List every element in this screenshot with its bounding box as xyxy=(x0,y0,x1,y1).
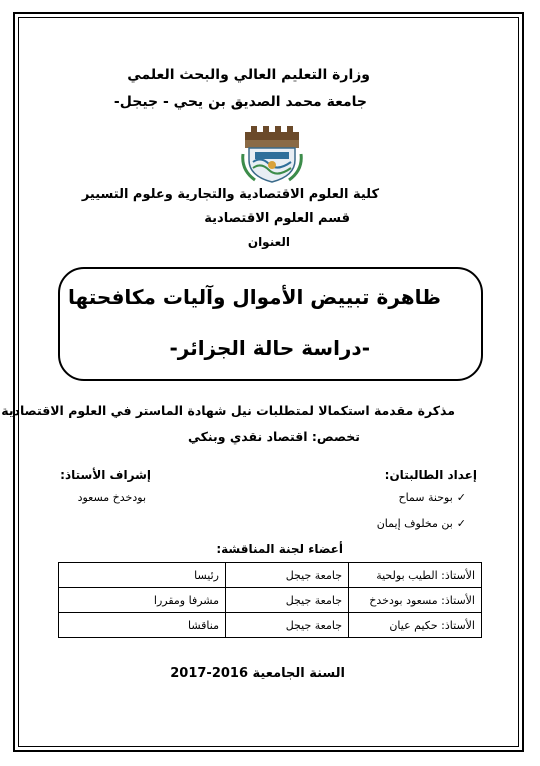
table-row xyxy=(59,588,482,613)
member-institution: جامعة جيجل xyxy=(226,613,349,638)
member-role: مشرفا ومقررا xyxy=(59,588,226,613)
university-crest-icon xyxy=(241,118,303,184)
students-heading: إعداد الطالبتان: xyxy=(384,468,477,482)
academic-year: السنة الجامعية 2016-2017 xyxy=(170,666,345,681)
table-row xyxy=(59,563,482,588)
specialty: تخصص: اقتصاد نقدي وبنكي xyxy=(188,429,360,444)
member-role: رئيسا xyxy=(59,563,226,588)
university-name: جامعة محمد الصديق بن يحي - جيجل- xyxy=(113,94,367,110)
memo-description: مذكرة مقدمة استكمالا لمتطلبات نيل شهادة الماستر في العلوم الاقتصادية xyxy=(1,403,455,418)
student-name-1: ✓بوحنة سماح xyxy=(398,491,466,504)
supervisor-heading: إشراف الأستاذ: xyxy=(60,468,151,482)
table-row xyxy=(59,613,482,638)
member-name: الأستاذ: الطيب بولحية xyxy=(349,563,482,588)
member-role: مناقشا xyxy=(59,613,226,638)
member-name: الأستاذ: حكيم عيان xyxy=(349,613,482,638)
member-institution: جامعة جيجل xyxy=(226,588,349,613)
thesis-subtitle: -دراسة حالة الجزائر- xyxy=(169,336,370,360)
checkmark-icon: ✓ xyxy=(456,491,466,504)
ministry-name: وزارة التعليم العالي والبحث العلمي xyxy=(127,67,370,83)
member-institution: جامعة جيجل xyxy=(226,563,349,588)
faculty-name: كلية العلوم الاقتصادية والتجارية وعلوم التسيير xyxy=(81,187,379,202)
committee-heading: أعضاء لجنة المناقشة: xyxy=(216,542,343,556)
checkmark-icon: ✓ xyxy=(456,517,466,530)
member-name: الأستاذ: مسعود بودخدخ xyxy=(349,588,482,613)
department-name: قسم العلوم الاقتصادية xyxy=(204,211,350,226)
supervisor-name: بودخدخ مسعود xyxy=(77,491,146,504)
thesis-title: ظاهرة تبييض الأموال وآليات مكافحتها xyxy=(68,285,441,309)
committee-table xyxy=(58,562,482,638)
student-name-2: ✓بن مخلوف إيمان xyxy=(376,517,466,530)
title-label: العنوان xyxy=(247,235,290,249)
